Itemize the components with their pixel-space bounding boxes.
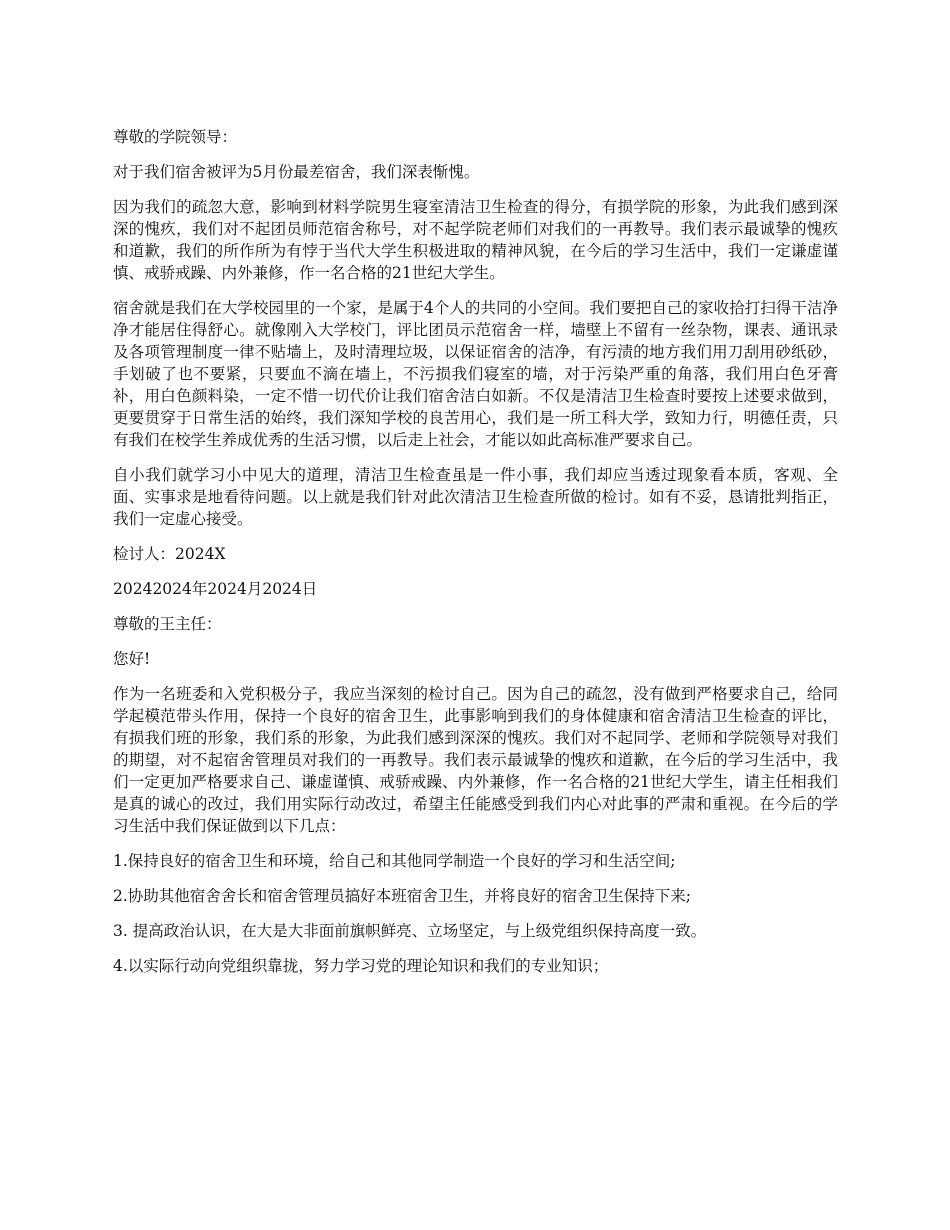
salutation-director: 尊敬的王主任：	[113, 615, 222, 633]
date-line: 20242024年2024月2024日	[113, 580, 318, 598]
salutation-college: 尊敬的学院领导：	[113, 128, 238, 146]
paragraph-dorm-home: 宿舍就是我们在大学校园里的一个家，是属于4个人的共同的小空间。我们要把自己的家收拾打扫得干洁净净才能居住得舒心。就像刚入大学校门，评比团员示范宿舍一样，墙壁上不留有一丝杂物，课表、通讯录及各项管理制度一律不贴墙上，及时清理垃圾，以保证宿舍的洁净，有污渍的地方我们用刀刮用砂纸砂，手划破了也不要紧，只要血不滴在墙上，不污损我们寝室的墙，对于污染严重的角落，我们用白色牙膏补，用白色颜料染，一定不惜一切代价让我们宿舍洁白如新。不仅是清洁卫生检查时要按上述要求做到，更要贯穿于日常生活的始终，我们深知学校的良苦用心，我们是一所工科大学，致知力行，明德任责，只有我们在校学生养成优秀的生活习惯，以后走上社会，才能以如此高标准严要求自己。	[113, 299, 838, 449]
list-item-4: 4.以实际行动向党组织靠拢，努力学习党的理论知识和我们的专业知识；	[113, 957, 609, 975]
list-item-2: 2.协助其他宿舍舍长和宿舍管理员搞好本班宿舍卫生，并将良好的宿舍卫生保持下来;	[113, 887, 692, 905]
paragraph-apology: 因为我们的疏忽大意，影响到材料学院男生寝室清洁卫生检查的得分，有损学院的形象，为此我们感到深深的愧疚，我们对不起团员师范宿舍称号，对不起学院老师们对我们的一再教导。我们表示最诚挚的愧疚和道歉，我们的所作所为有悖于当代大学生积极进取的精神风貌，在今后的学习生活中，我们一定谦虚谨慎、戒骄戒躁、内外兼修，作一名合格的21世纪大学生。	[113, 198, 838, 282]
signature-line: 检讨人：2024X	[113, 545, 226, 563]
greeting: 您好!	[113, 650, 151, 668]
document-page	[113, 126, 838, 990]
list-item-3: 3. 提高政治认识，在大是大非面前旗帜鲜亮、立场坚定，与上级党组织保持高度一致。	[113, 922, 707, 940]
paragraph-conclusion: 自小我们就学习小中见大的道理，清洁卫生检查虽是一件小事，我们却应当透过现象看本质，客观、全面、实事求是地看待问题。以上就是我们针对此次清洁卫生检查所做的检讨。如有不妥，恳请批判指正，我们一定虚心接受。	[113, 466, 838, 528]
intro-sentence: 对于我们宿舍被评为5月份最差宿舍，我们深表惭愧。	[113, 163, 480, 181]
paragraph-self-review: 作为一名班委和入党积极分子，我应当深刻的检讨自己。因为自己的疏忽，没有做到严格要求自己，给同学起模范带头作用，保持一个良好的宿舍卫生，此事影响到我们的身体健康和宿舍清洁卫生检查的评比，有损我们班的形象，我们系的形象，为此我们感到深深的愧疚。我们对不起同学、老师和学院领导对我们的期望，对不起宿舍管理员对我们的一再教导。我们表示最诚挚的愧疚和道歉，在今后的学习生活中，我们一定更加严格要求自己、谦虚谨慎、戒骄戒躁、内外兼修，作一名合格的21世纪大学生，请主任相我们是真的诚心的改过，我们用实际行动改过，希望主任能感受到我们内心对此事的严肃和重视。在今后的学习生活中我们保证做到以下几点：	[113, 685, 838, 835]
list-item-1: 1.保持良好的宿舍卫生和环境，给自己和其他同学制造一个良好的学习和生活空间;	[113, 852, 676, 870]
